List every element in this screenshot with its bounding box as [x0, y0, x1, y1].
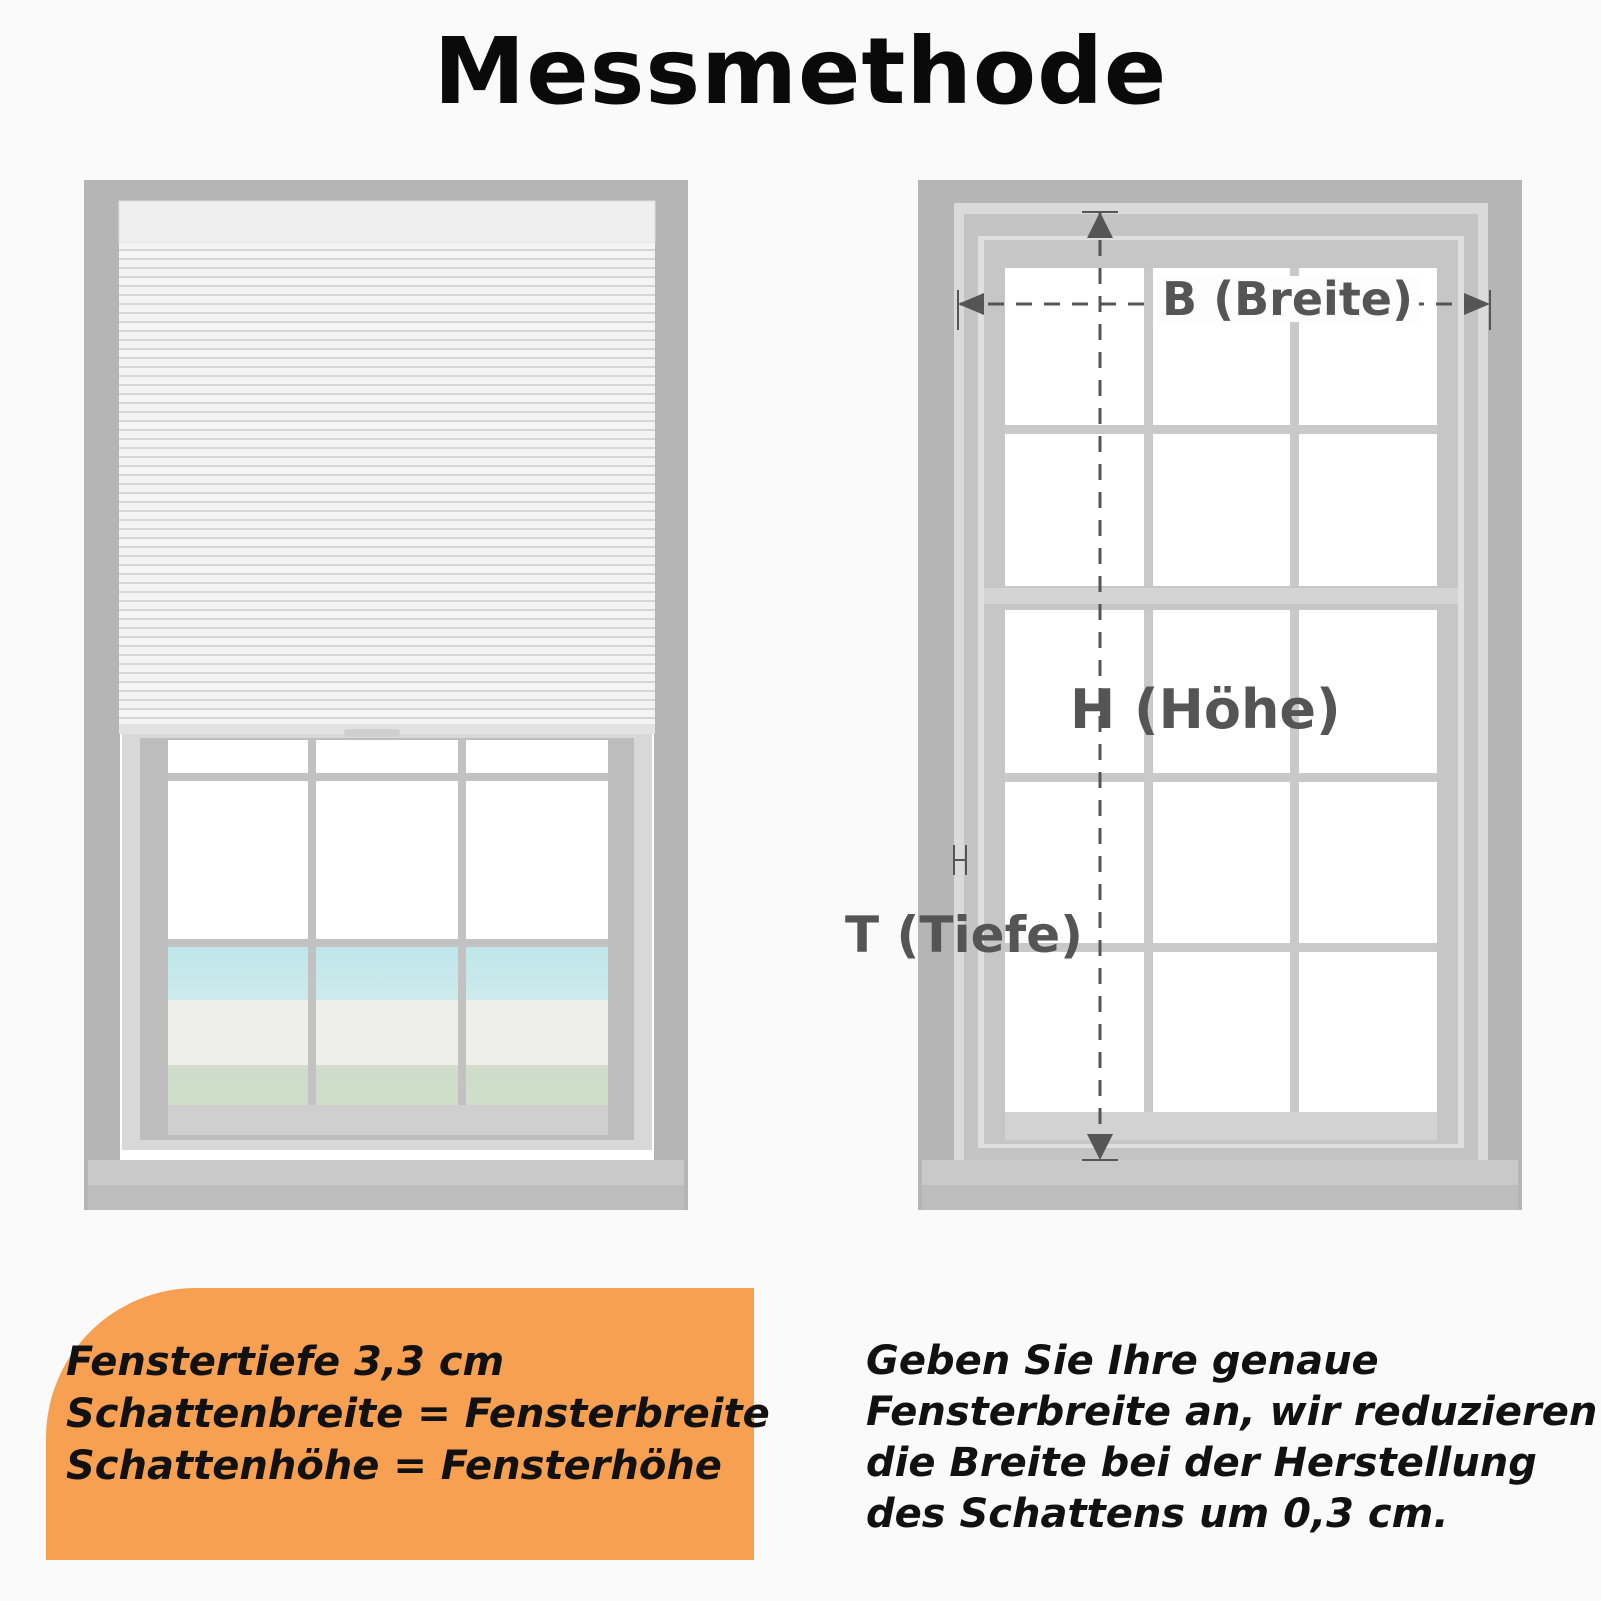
shade-headrail — [119, 201, 655, 243]
left-window — [84, 180, 688, 1210]
height-label: H (Höhe) — [1070, 678, 1341, 741]
info-text — [866, 1336, 1597, 1540]
note-line-depth: Fenstertiefe 3,3 cm — [66, 1339, 505, 1385]
depth-label: T (Tiefe) — [845, 906, 1084, 964]
pleated-shade — [119, 243, 655, 731]
page-title: Messmethode — [433, 18, 1168, 125]
shade-handle — [344, 729, 400, 737]
note-text — [66, 1336, 770, 1492]
info-line: des Schattens um 0,3 cm. — [866, 1491, 1449, 1537]
width-label: B (Breite) — [1156, 276, 1419, 322]
note-line-width: Schattenbreite = Fensterbreite — [66, 1391, 770, 1437]
info-line: Geben Sie Ihre genaue — [866, 1338, 1379, 1384]
info-line: Fensterbreite an, wir reduzieren — [866, 1389, 1598, 1435]
info-line: die Breite bei der Herstellung — [866, 1440, 1537, 1486]
note-line-height: Schattenhöhe = Fensterhöhe — [66, 1443, 722, 1489]
